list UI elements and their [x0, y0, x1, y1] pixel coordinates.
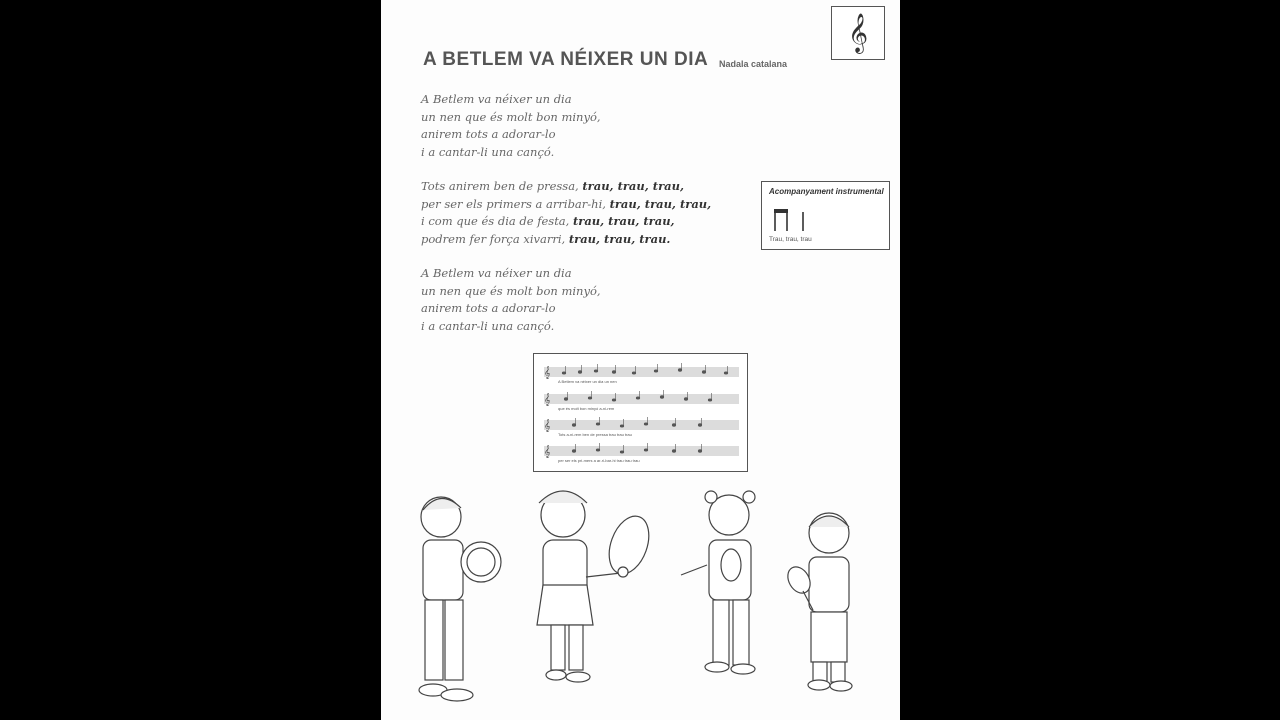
songbook-page: [381, 0, 900, 720]
stanza-3: [421, 265, 601, 335]
accompaniment-caption: Trau, trau, trau: [769, 236, 812, 243]
child-tambourine-icon: [419, 497, 501, 701]
stanza-2: [421, 178, 711, 248]
lyric-line: anirem tots a adorar-lo: [421, 127, 556, 141]
child-hand-drum-icon: [537, 491, 656, 682]
song-subtitle: Nadala catalana: [719, 59, 788, 69]
lyric-line: podrem fer força xivarri, trau, trau, trau.: [421, 231, 671, 246]
score-lyrics-row: Tots a-ni-rem ben de pressa trau trau trau: [558, 432, 632, 437]
treble-clef-icon: 𝄞: [847, 13, 869, 53]
svg-text:𝄞: 𝄞: [544, 445, 551, 458]
score-lyrics-row: A Betlem va néixer un dia un nen: [558, 379, 617, 384]
music-staff-icon: [534, 354, 747, 471]
lyric-line: un nen que és molt bon minyó,: [421, 283, 601, 298]
child-maracas-icon: [783, 513, 852, 691]
lyric-refrain: trau, trau, trau.: [568, 231, 671, 246]
lyric-line: Tots anirem ben de pressa, trau, trau, trau,: [421, 179, 684, 193]
lyric-line: A Betlem va néixer un dia: [421, 266, 572, 280]
sheet-music: [533, 353, 748, 472]
song-title: A BETLEM VA NÉIXER UN DIA: [423, 49, 709, 70]
lyric-refrain: trau, trau, trau,: [572, 214, 675, 228]
accompaniment-box: [761, 181, 890, 250]
score-lyrics-row: per ser els pri-mers a ar-ri-bar-hi trau trau trau: [558, 458, 640, 463]
lyric-line: un nen que és molt bon minyó,: [421, 109, 601, 124]
lyric-line: per ser els primers a arribar-hi, trau, trau, trau,: [421, 196, 712, 211]
score-lyrics-row: que és molt bon minyó a-ni-rem: [558, 406, 615, 411]
svg-text:𝄞: 𝄞: [544, 419, 551, 432]
rhythm-notation-icon: [772, 208, 812, 234]
lyric-refrain: trau, trau, trau,: [609, 196, 712, 211]
lyric-line: i a cantar-li una cançó.: [421, 318, 555, 333]
lyric-refrain: trau, trau, trau,: [582, 179, 684, 193]
lyric-line: i a cantar-li una cançó.: [421, 144, 555, 159]
lyric-line: i com que és dia de festa, trau, trau, trau,: [421, 214, 675, 228]
stanza-1: [421, 91, 601, 161]
svg-text:𝄞: 𝄞: [544, 393, 551, 406]
child-jingle-bells-icon: [681, 491, 755, 674]
children-with-instruments-illustration: [411, 485, 871, 715]
accompaniment-title: Acompanyament instrumental: [769, 187, 884, 196]
svg-text:𝄞: 𝄞: [544, 366, 551, 379]
lyric-line: anirem tots a adorar-lo: [421, 301, 556, 315]
lyric-line: A Betlem va néixer un dia: [421, 92, 572, 106]
treble-clef-box: [831, 6, 885, 60]
